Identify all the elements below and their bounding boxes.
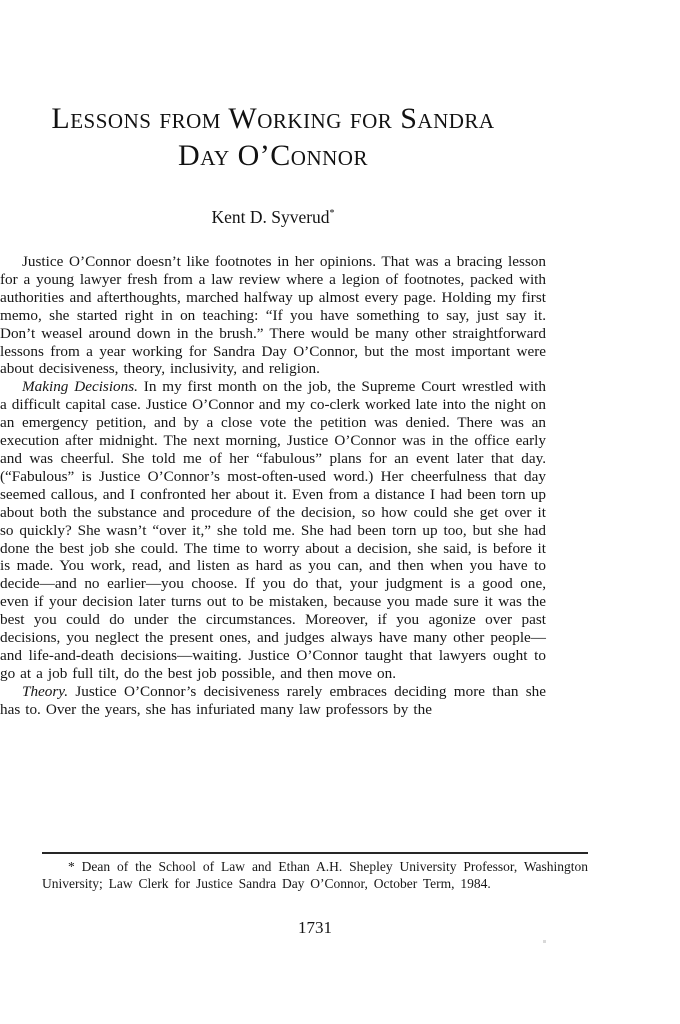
scan-artifact [543, 940, 546, 943]
paragraph-intro-text: Justice O’Connor doesn’t like footnotes in her opinions. That was a bracing lesson for a young lawyer fresh from a law review where a legion of footnotes, packed with authorities and afterthoughts, marched halfway up almost every page. Holding my first memo, she started right in on teaching: “If you have something to say, just say it. Don’t weasel around down in the brush.” There would be many other straightforward lessons from a year working for Sandra Day O’Connor, but the most important were about decisiveness, theory, inclusivity, and religion. [0, 253, 546, 378]
article-body [0, 253, 546, 719]
footnote-marker: * [68, 859, 75, 874]
article-title-line2: Day O’Connor [178, 139, 368, 172]
footnote-text-line [42, 859, 588, 892]
paragraph-making-decisions [0, 378, 546, 682]
paragraph-lead-theory: Theory. [22, 682, 68, 700]
paragraph-theory-text: Justice O’Connor’s decisiveness rarely embraces deciding more than she has to. Over the years, she has infuriated many law professors by the [0, 682, 547, 718]
article-title [0, 100, 546, 174]
paragraph-making-decisions-text: In my first month on the job, the Supreme Court wrestled with a difficult capital case. Justice O’Connor and my co-clerk worked late into the night on an emergency petition, and by a close vote the petition was denied. There was an execution after midnight. The next morning, Justice O’Connor was in the office early and was cheerful. She told me of her “fabulous” plans for an event later that day. (“Fabulous” is Justice O’Connor’s most-often-used word.) Her cheerfulness that day seemed callous, and I confronted her about it. Even from a distance I had been torn up about both the substance and procedure of the decision, so how could she get over it so quickly? She wasn’t “over it,” she told me. She had been torn up too, but she had done the best job she could. The time to worry about a decision, she said, is before it is made. You work, read, and listen as hard as you can, and then when you have to decide—and no earlier—you choose. If you do that, your judgment is a good one, even if your decision later turns out to be mistaken, because you made sure it was the best you could do under the circumstances. Moreover, if you agonize over past decisions, you neglect the present ones, and judges always have many other people—and life-and-death decisions—waiting. Justice O’Connor taught that lawyers ought to go at a job full tilt, do the best job possible, and then move on. [0, 378, 546, 682]
paragraph-lead-making-decisions: Making Decisions. [22, 378, 138, 396]
author-footnote-marker: * [329, 208, 335, 220]
paragraph-intro [0, 253, 546, 378]
page-number: 1731 [298, 918, 332, 937]
article-title-line1: Lessons from Working for Sandra [51, 102, 495, 135]
footnote-text: Dean of the School of Law and Ethan A.H. Shepley University Professor, Washington University; Law Clerk for Justice Sandra Day O’Connor, October Term, 1984. [42, 859, 588, 891]
footnote-block [42, 852, 588, 892]
author-byline [0, 207, 546, 228]
paragraph-theory [0, 683, 546, 719]
author-name: Kent D. Syverud [211, 207, 330, 227]
